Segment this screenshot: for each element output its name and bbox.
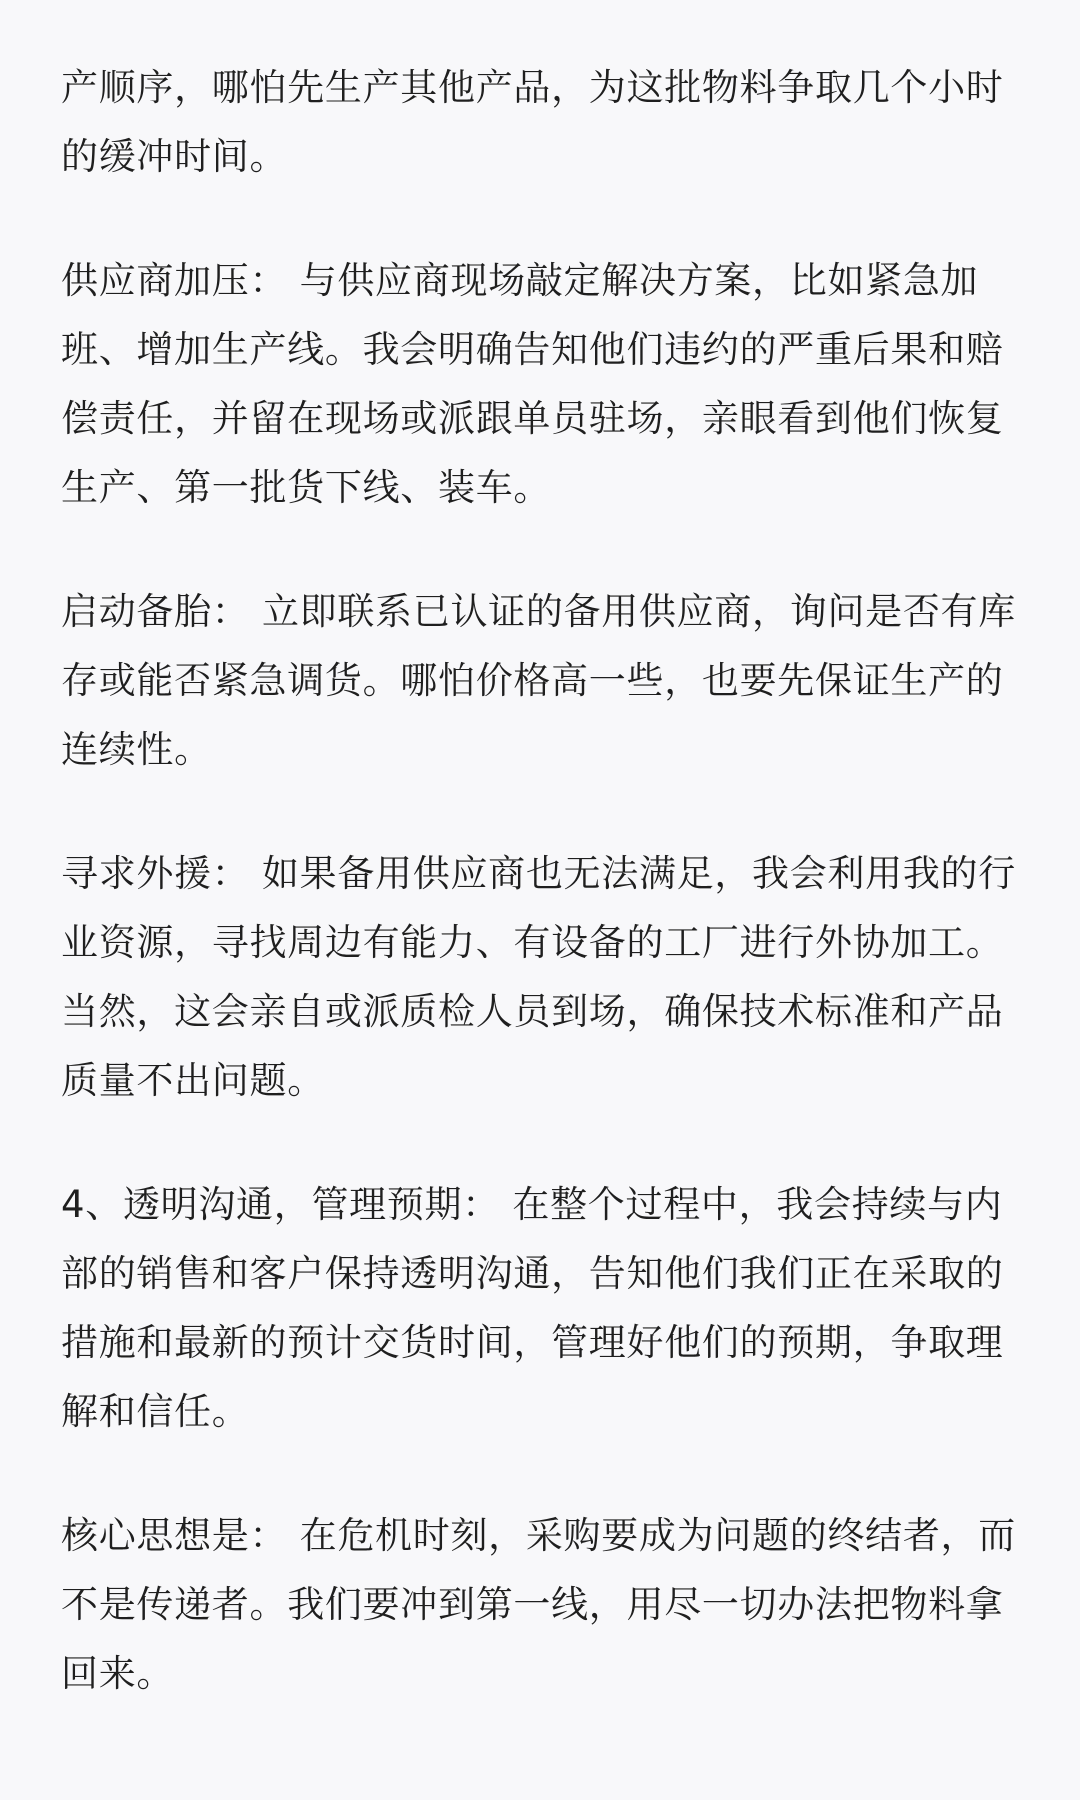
paragraph-production-sequence: 产顺序，哪怕先生产其他产品，为这批物料争取几个小时的缓冲时间。 bbox=[61, 66, 1004, 178]
paragraph-backup-supplier: 启动备胎： 立即联系已认证的备用供应商，询问是否有库存或能否紧急调货。哪怕价格高一些，也要先保证生产的连续性。 bbox=[61, 590, 1016, 771]
paragraph-external-help: 寻求外援： 如果备用供应商也无法满足，我会利用我的行业资源，寻找周边有能力、有设备的工厂进行外协加工。当然，这会亲自或派质检人员到场，确保技术标准和产品质量不出问题。 bbox=[61, 852, 1016, 1102]
paragraph-core-idea: 核心思想是： 在危机时刻，采购要成为问题的终结者，而不是传递者。我们要冲到第一线，用尽一切办法把物料拿回来。 bbox=[61, 1514, 1016, 1695]
paragraph-supplier-pressure: 供应商加压： 与供应商现场敲定解决方案，比如紧急加班、增加生产线。我会明确告知他们违约的严重后果和赔偿责任，并留在现场或派跟单员驻场，亲眼看到他们恢复生产、第一批货下线、装车。 bbox=[61, 259, 1004, 509]
paragraph-transparent-communication: 4、透明沟通，管理预期： 在整个过程中，我会持续与内部的销售和客户保持透明沟通，告知他们我们正在采取的措施和最新的预计交货时间，管理好他们的预期，争取理解和信任。 bbox=[61, 1183, 1004, 1433]
